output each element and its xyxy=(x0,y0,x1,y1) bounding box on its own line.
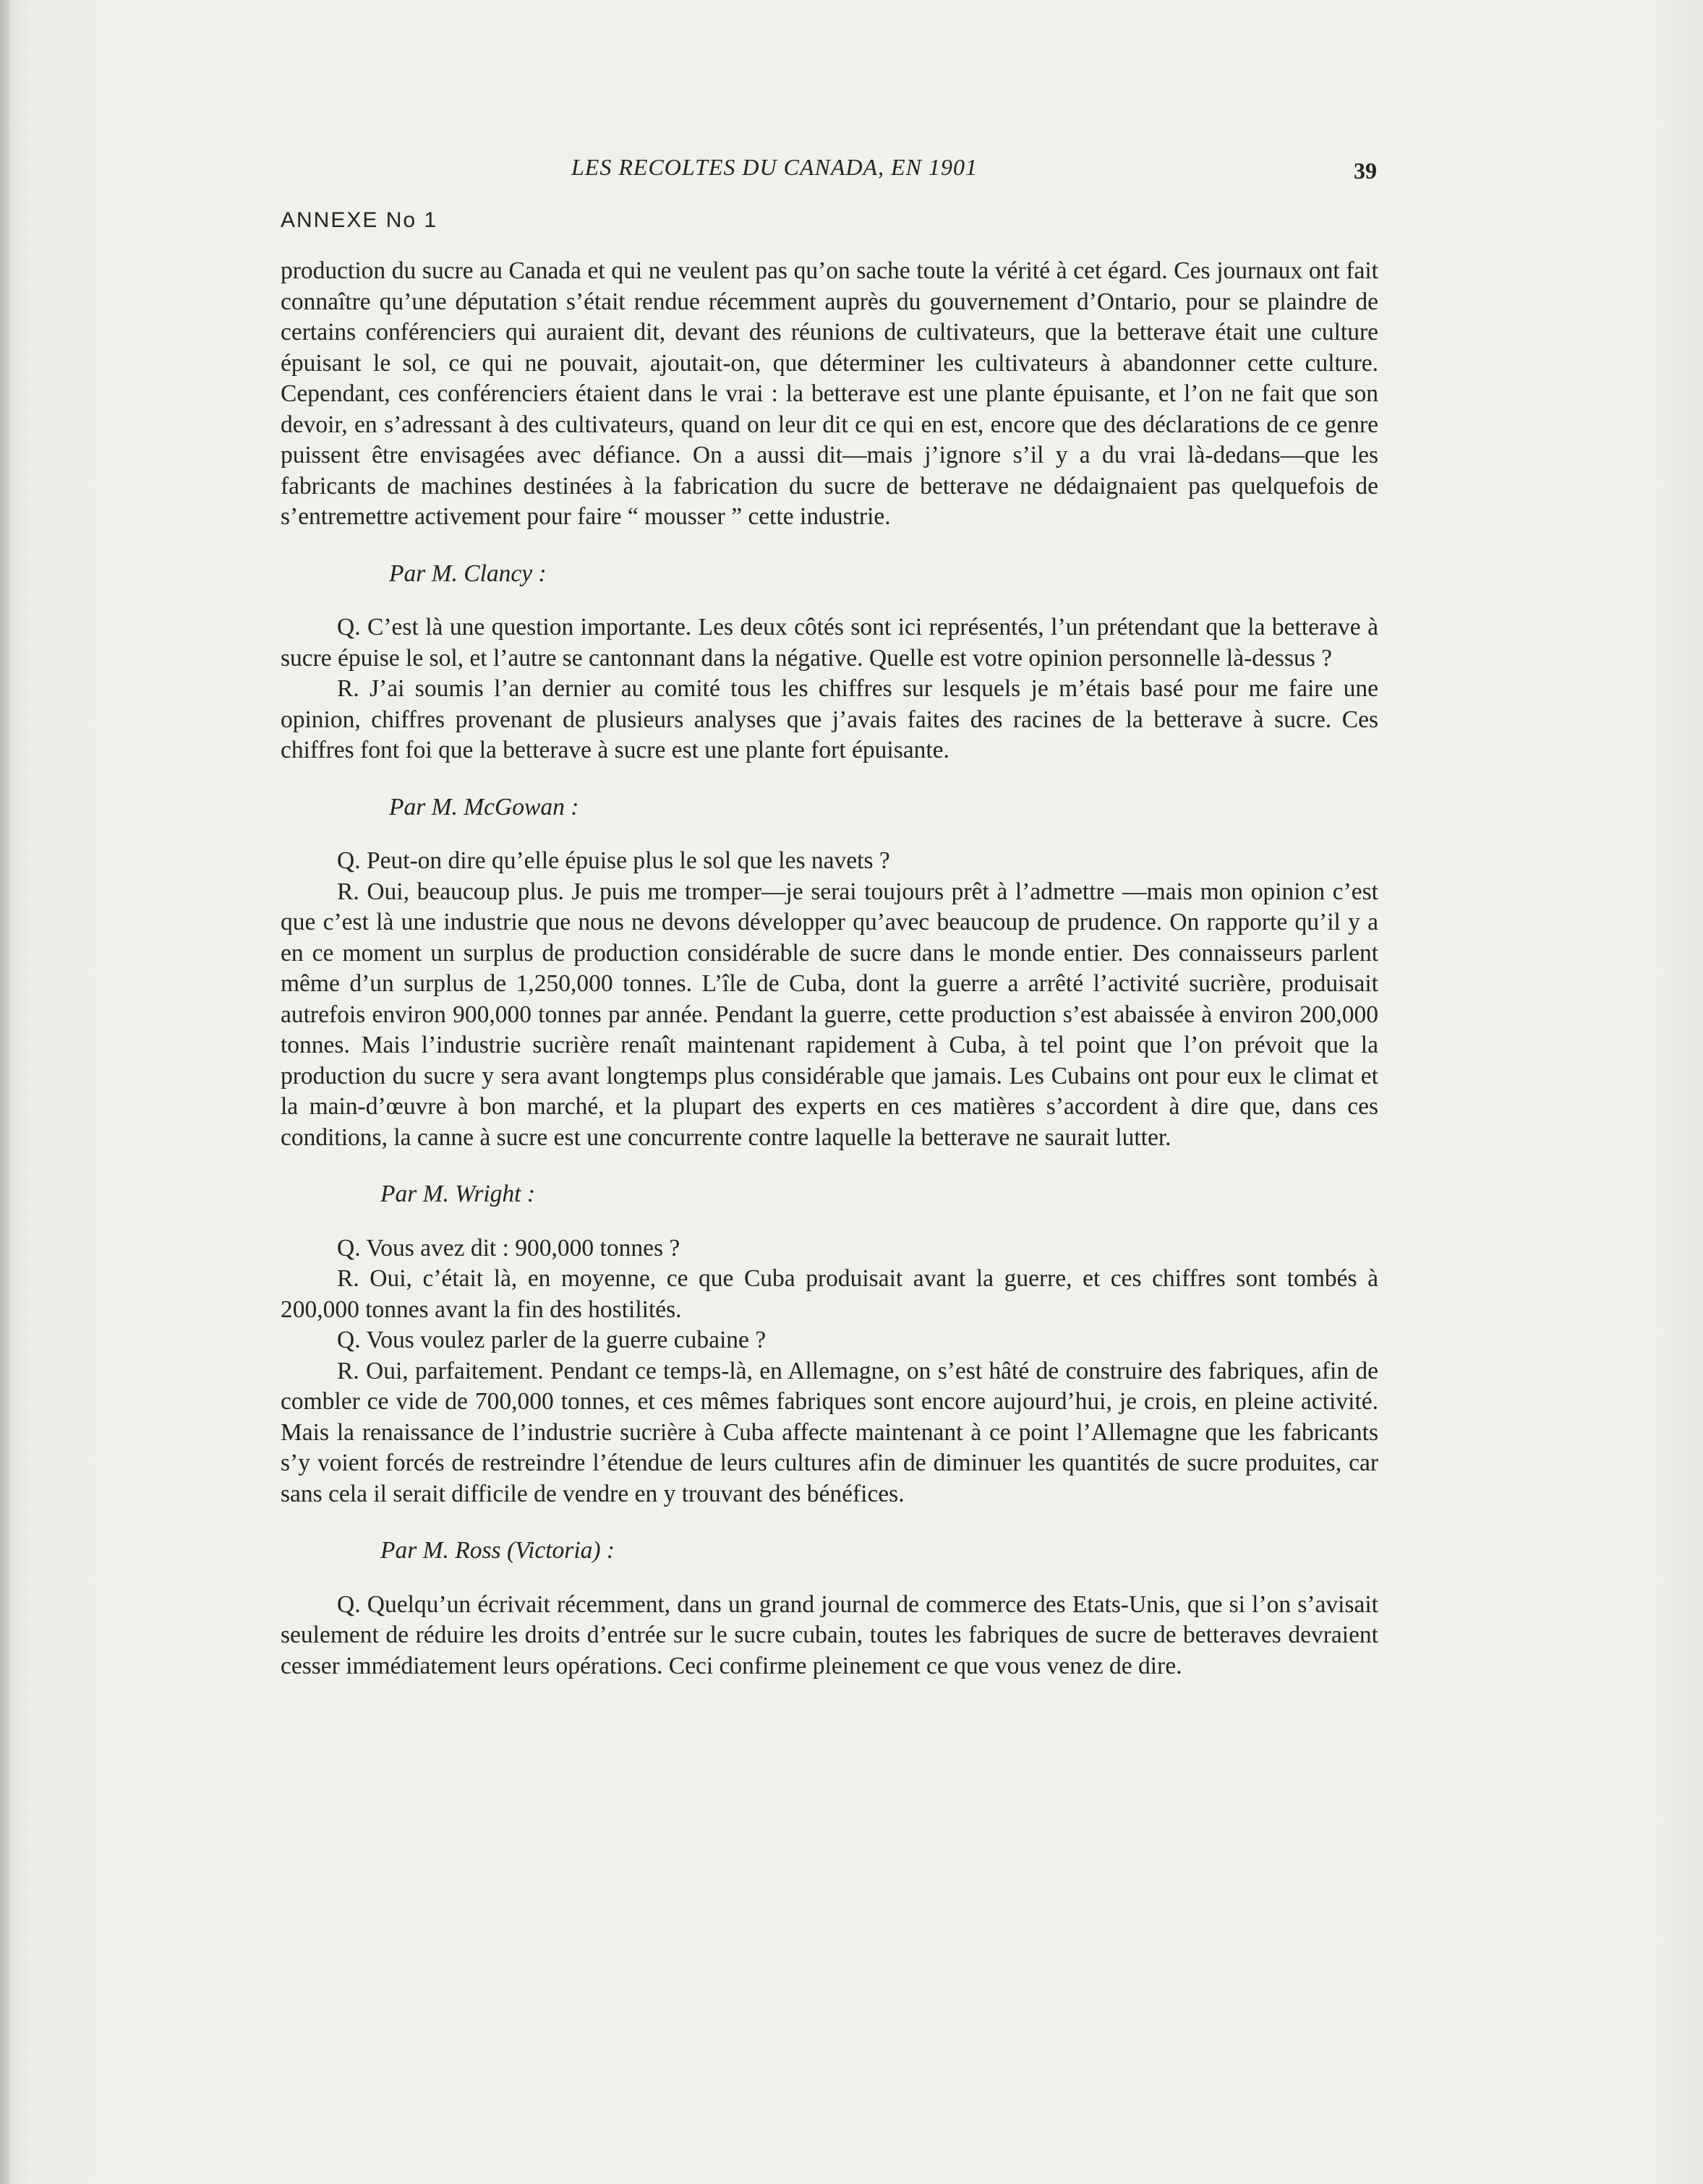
answer-2: R. Oui, beaucoup plus. Je puis me tromper—je serai toujours prêt à l’admettre —mais mon opinion c’est que c’est là une industrie que nous ne devons développer qu’avec beaucoup de prudence. On rapporte qu’il y a en ce moment un surplus de production considérable de sucre dans le monde entier. Des connaisseurs parlent même d’un surplus de 1,250,000 tonnes. L’île de Cuba, dont la guerre a arrêté l’activité sucrière, produisait autrefois environ 900,000 tonnes par année. Pendant la guerre, cette production s’est abaissée à environ 200,000 tonnes. Mais l’industrie sucrière renaît maintenant rapidement à Cuba, à tel point que l’on prévoit que la production du sucre y sera avant longtemps plus considérable que jamais. Les Cubains ont pour eux le climat et la main-d’œuvre à bon marché, et la plupart des experts en ces matières s’accordent à dire que, dans ces conditions, la canne à sucre est une concurrente contre laquelle la betterave ne saurait lutter. xyxy=(281,878,1378,1151)
annex-label: ANNEXE No 1 xyxy=(281,208,438,232)
body-text xyxy=(281,256,1378,1682)
question-4: Q. Vous voulez parler de la guerre cubaine ? xyxy=(337,1327,767,1353)
page-number: 39 xyxy=(1354,158,1377,184)
answer-3: R. Oui, c’était là, en moyenne, ce que Cuba produisait avant la guerre, et ces chiffres sont tombés à 200,000 tonnes avant la fin des hostilités. xyxy=(281,1265,1378,1323)
paragraph-continued: production du sucre au Canada et qui ne veulent pas qu’on sache toute la vérité à cet égard. Ces journaux ont fait connaître qu’une députation s’était rendue récemment auprès du gouvernement d’Ontario, pour se plaindre de certains conférenciers qui auraient dit, devant des réunions de cultivateurs, que la betterave était une culture épuisant le sol, ce qui ne pouvait, ajoutait-on, que déterminer les cultivateurs à abandonner cette culture. Cependant, ces conférenciers étaient dans le vrai : la betterave est une plante épuisante, et l’on ne fait que son devoir, en s’adressant à des cultivateurs, quand on leur dit ce qui en est, encore que des déclarations de ce genre puissent être envisagées avec défiance. On a aussi dit—mais j’ignore s’il y a du vrai là-dedans—que les fabricants de machines destinées à la fabrication du sucre de betterave ne dédaignaient pas quelquefois de s’entremettre activement pour faire “ mousser ” cette industrie. xyxy=(281,257,1378,530)
question-2: Q. Peut-on dire qu’elle épuise plus le sol que les navets ? xyxy=(337,847,890,874)
book-spine-shadow xyxy=(0,0,10,2184)
question-5: Q. Quelqu’un écrivait récemment, dans un grand journal de commerce des Etats-Unis, que si l’on s’avisait seulement de réduire les droits d’entrée sur le sucre cubain, toutes les fabriques de sucre de betteraves devraient cesser immédiatement leurs opérations. Ceci confirme pleinement ce que vous venez de dire. xyxy=(281,1590,1378,1679)
question-1: Q. C’est là une question importante. Les deux côtés sont ici représentés, l’un prétendant que la betterave à sucre épuise le sol, et l’autre se cantonnant dans la négative. Quelle est votre opinion personnelle là-dessus ? xyxy=(281,614,1378,672)
answer-4: R. Oui, parfaitement. Pendant ce temps-là, en Allemagne, on s’est hâté de construire des fabriques, afin de combler ce vide de 700,000 tonnes, et ces mêmes fabriques sont encore aujourd’hui, je crois, en pleine activité. Mais la renaissance de l’industrie sucrière à Cuba affecte maintenant à ce point l’Allemagne que les fabricants s’y voient forcés de restreindre l’étendue de leurs cultures afin de diminuer les quantités de sucre produites, car sans cela il serait difficile de vendre en y trouvant des bénéfices. xyxy=(281,1357,1378,1507)
speaker-heading-mcgowan: Par M. McGowan : xyxy=(389,793,579,821)
running-head: LES RECOLTES DU CANADA, EN 1901 xyxy=(571,154,978,180)
speaker-heading-clancy: Par M. Clancy : xyxy=(389,560,547,587)
question-3: Q. Vous avez dit : 900,000 tonnes ? xyxy=(337,1234,680,1262)
speaker-heading-wright: Par M. Wright : xyxy=(380,1181,536,1207)
speaker-heading-ross: Par M. Ross (Victoria) : xyxy=(380,1537,615,1564)
answer-1: R. J’ai soumis l’an dernier au comité tous les chiffres sur lesquels je m’étais basé pour me faire une opinion, chiffres provenant de plusieurs analyses que j’avais faites des racines de la betterave à sucre. Ces chiffres font foi que la betterave à sucre est une plante fort épuisante. xyxy=(281,675,1378,763)
